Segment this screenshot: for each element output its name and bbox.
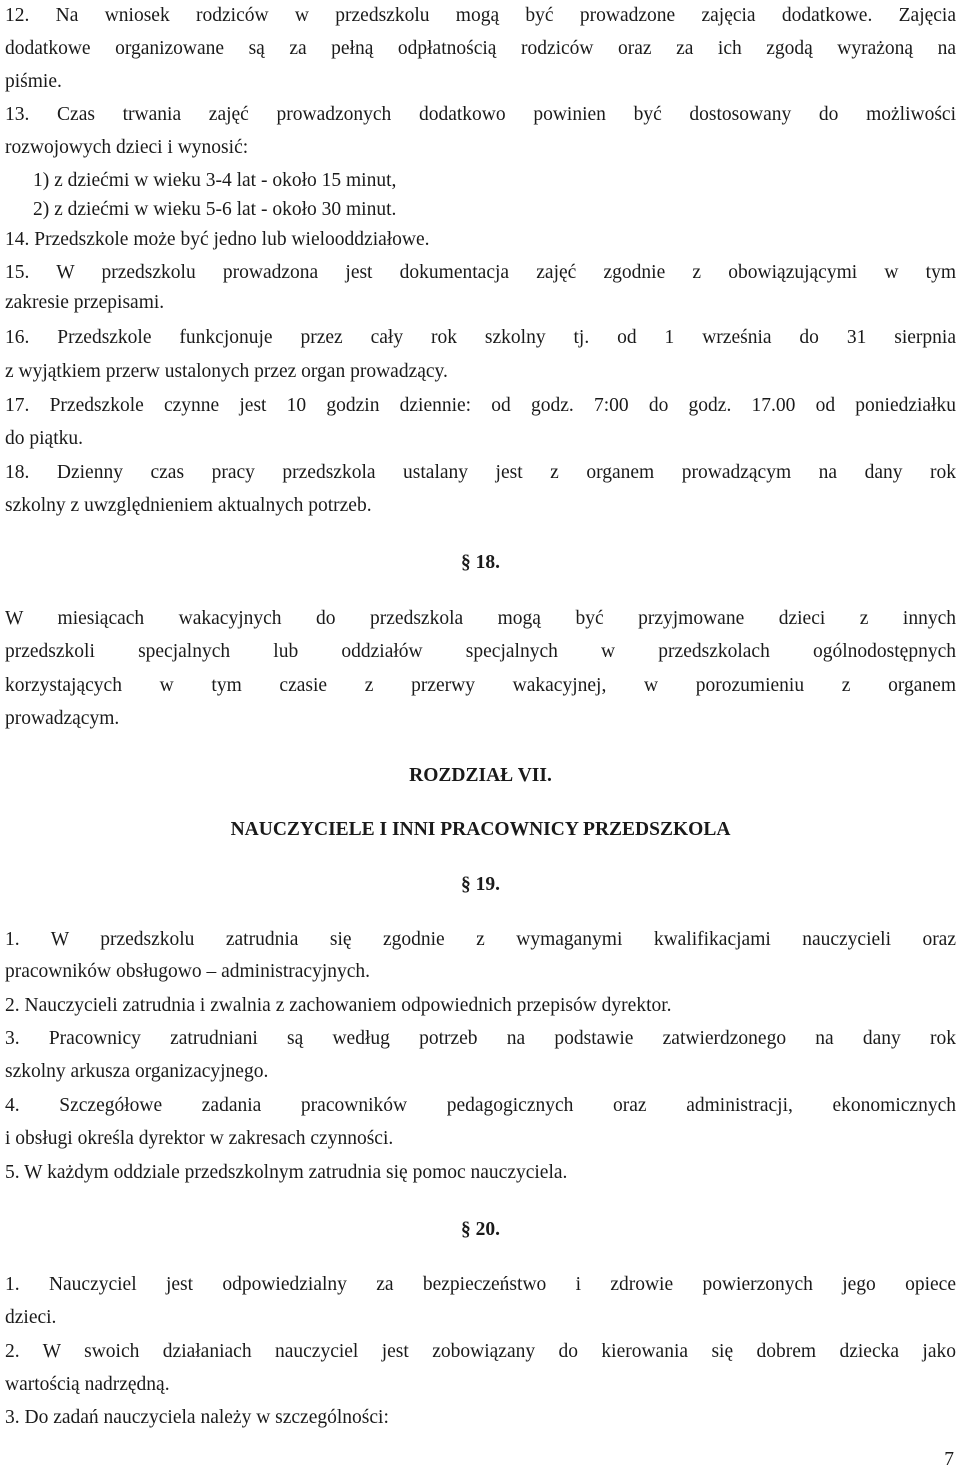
paragraph-line: do piątku.: [5, 428, 83, 449]
paragraph-line: 12. Na wniosek rodziców w przedszkolu mogą być prowadzone zajęcia dodatkowe. Zajęcia: [5, 5, 956, 26]
section-heading-20: § 20.: [461, 1219, 500, 1240]
paragraph-line: szkolny arkusza organizacyjnego.: [5, 1061, 269, 1082]
paragraph-line: 18. Dzienny czas pracy przedszkola ustalany jest z organem prowadzącym na dany rok: [5, 462, 956, 483]
paragraph-line: 4. Szczegółowe zadania pracowników pedagogicznych oraz administracji, ekonomicznych: [5, 1095, 956, 1116]
paragraph-line: z wyjątkiem przerw ustalonych przez organ prowadzący.: [5, 361, 448, 382]
paragraph-line: 3. Do zadań nauczyciela należy w szczególności:: [5, 1407, 389, 1428]
paragraph-line: dodatkowe organizowane są za pełną odpłatnością rodziców oraz za ich zgodą wyrażoną na: [5, 38, 956, 59]
paragraph-line: piśmie.: [5, 71, 62, 92]
page-number: 7: [944, 1449, 954, 1470]
paragraph-line: korzystających w tym czasie z przerwy wakacyjnej, w porozumieniu z organem: [5, 675, 956, 696]
paragraph-line: przedszkoli specjalnych lub oddziałów specjalnych w przedszkolach ogólnodostępnych: [5, 641, 956, 662]
list-item: 2) z dziećmi w wieku 5-6 lat - około 30 minut.: [33, 199, 397, 220]
paragraph-line: 1. Nauczyciel jest odpowiedzialny za bezpieczeństwo i zdrowie powierzonych jego opiece: [5, 1274, 956, 1295]
paragraph-line: wartością nadrzędną.: [5, 1374, 170, 1395]
paragraph-line: 14. Przedszkole może być jedno lub wielooddziałowe.: [5, 229, 430, 250]
list-item: 1) z dziećmi w wieku 3-4 lat - około 15 minut,: [33, 170, 397, 191]
paragraph-line: szkolny z uwzględnieniem aktualnych potrzeb.: [5, 495, 372, 516]
paragraph-line: 15. W przedszkolu prowadzona jest dokumentacja zajęć zgodnie z obowiązującymi w tym: [5, 262, 956, 283]
paragraph-line: 5. W każdym oddziale przedszkolnym zatrudnia się pomoc nauczyciela.: [5, 1162, 568, 1183]
paragraph-line: prowadzącym.: [5, 708, 120, 729]
paragraph-line: pracowników obsługowo – administracyjnych.: [5, 961, 371, 982]
paragraph-line: i obsługi określa dyrektor w zakresach czynności.: [5, 1128, 394, 1149]
paragraph-line: 16. Przedszkole funkcjonuje przez cały rok szkolny tj. od 1 września do 31 sierpnia: [5, 327, 956, 348]
paragraph-line: dzieci.: [5, 1307, 57, 1328]
paragraph-line: zakresie przepisami.: [5, 292, 165, 313]
chapter-number: ROZDZIAŁ VII.: [409, 765, 552, 786]
paragraph-line: 13. Czas trwania zajęć prowadzonych dodatkowo powinien być dostosowany do możliwości: [5, 104, 956, 125]
paragraph-line: rozwojowych dzieci i wynosić:: [5, 137, 249, 158]
paragraph-line: 3. Pracownicy zatrudniani są według potrzeb na podstawie zatwierdzonego na dany rok: [5, 1028, 956, 1049]
paragraph-line: 2. Nauczycieli zatrudnia i zwalnia z zachowaniem odpowiednich przepisów dyrektor.: [5, 995, 672, 1016]
chapter-title: NAUCZYCIELE I INNI PRACOWNICY PRZEDSZKOLA: [230, 819, 731, 840]
section-heading-18: § 18.: [461, 552, 500, 573]
paragraph-line: 1. W przedszkolu zatrudnia się zgodnie z wymaganymi kwalifikacjami nauczycieli oraz: [5, 929, 956, 950]
paragraph-line: 17. Przedszkole czynne jest 10 godzin dziennie: od godz. 7:00 do godz. 17.00 od poniedziałku: [5, 395, 956, 416]
section-heading-19: § 19.: [461, 874, 500, 895]
paragraph-line: W miesiącach wakacyjnych do przedszkola mogą być przyjmowane dzieci z innych: [5, 608, 956, 629]
paragraph-line: 2. W swoich działaniach nauczyciel jest zobowiązany do kierowania się dobrem dziecka jako: [5, 1341, 956, 1362]
